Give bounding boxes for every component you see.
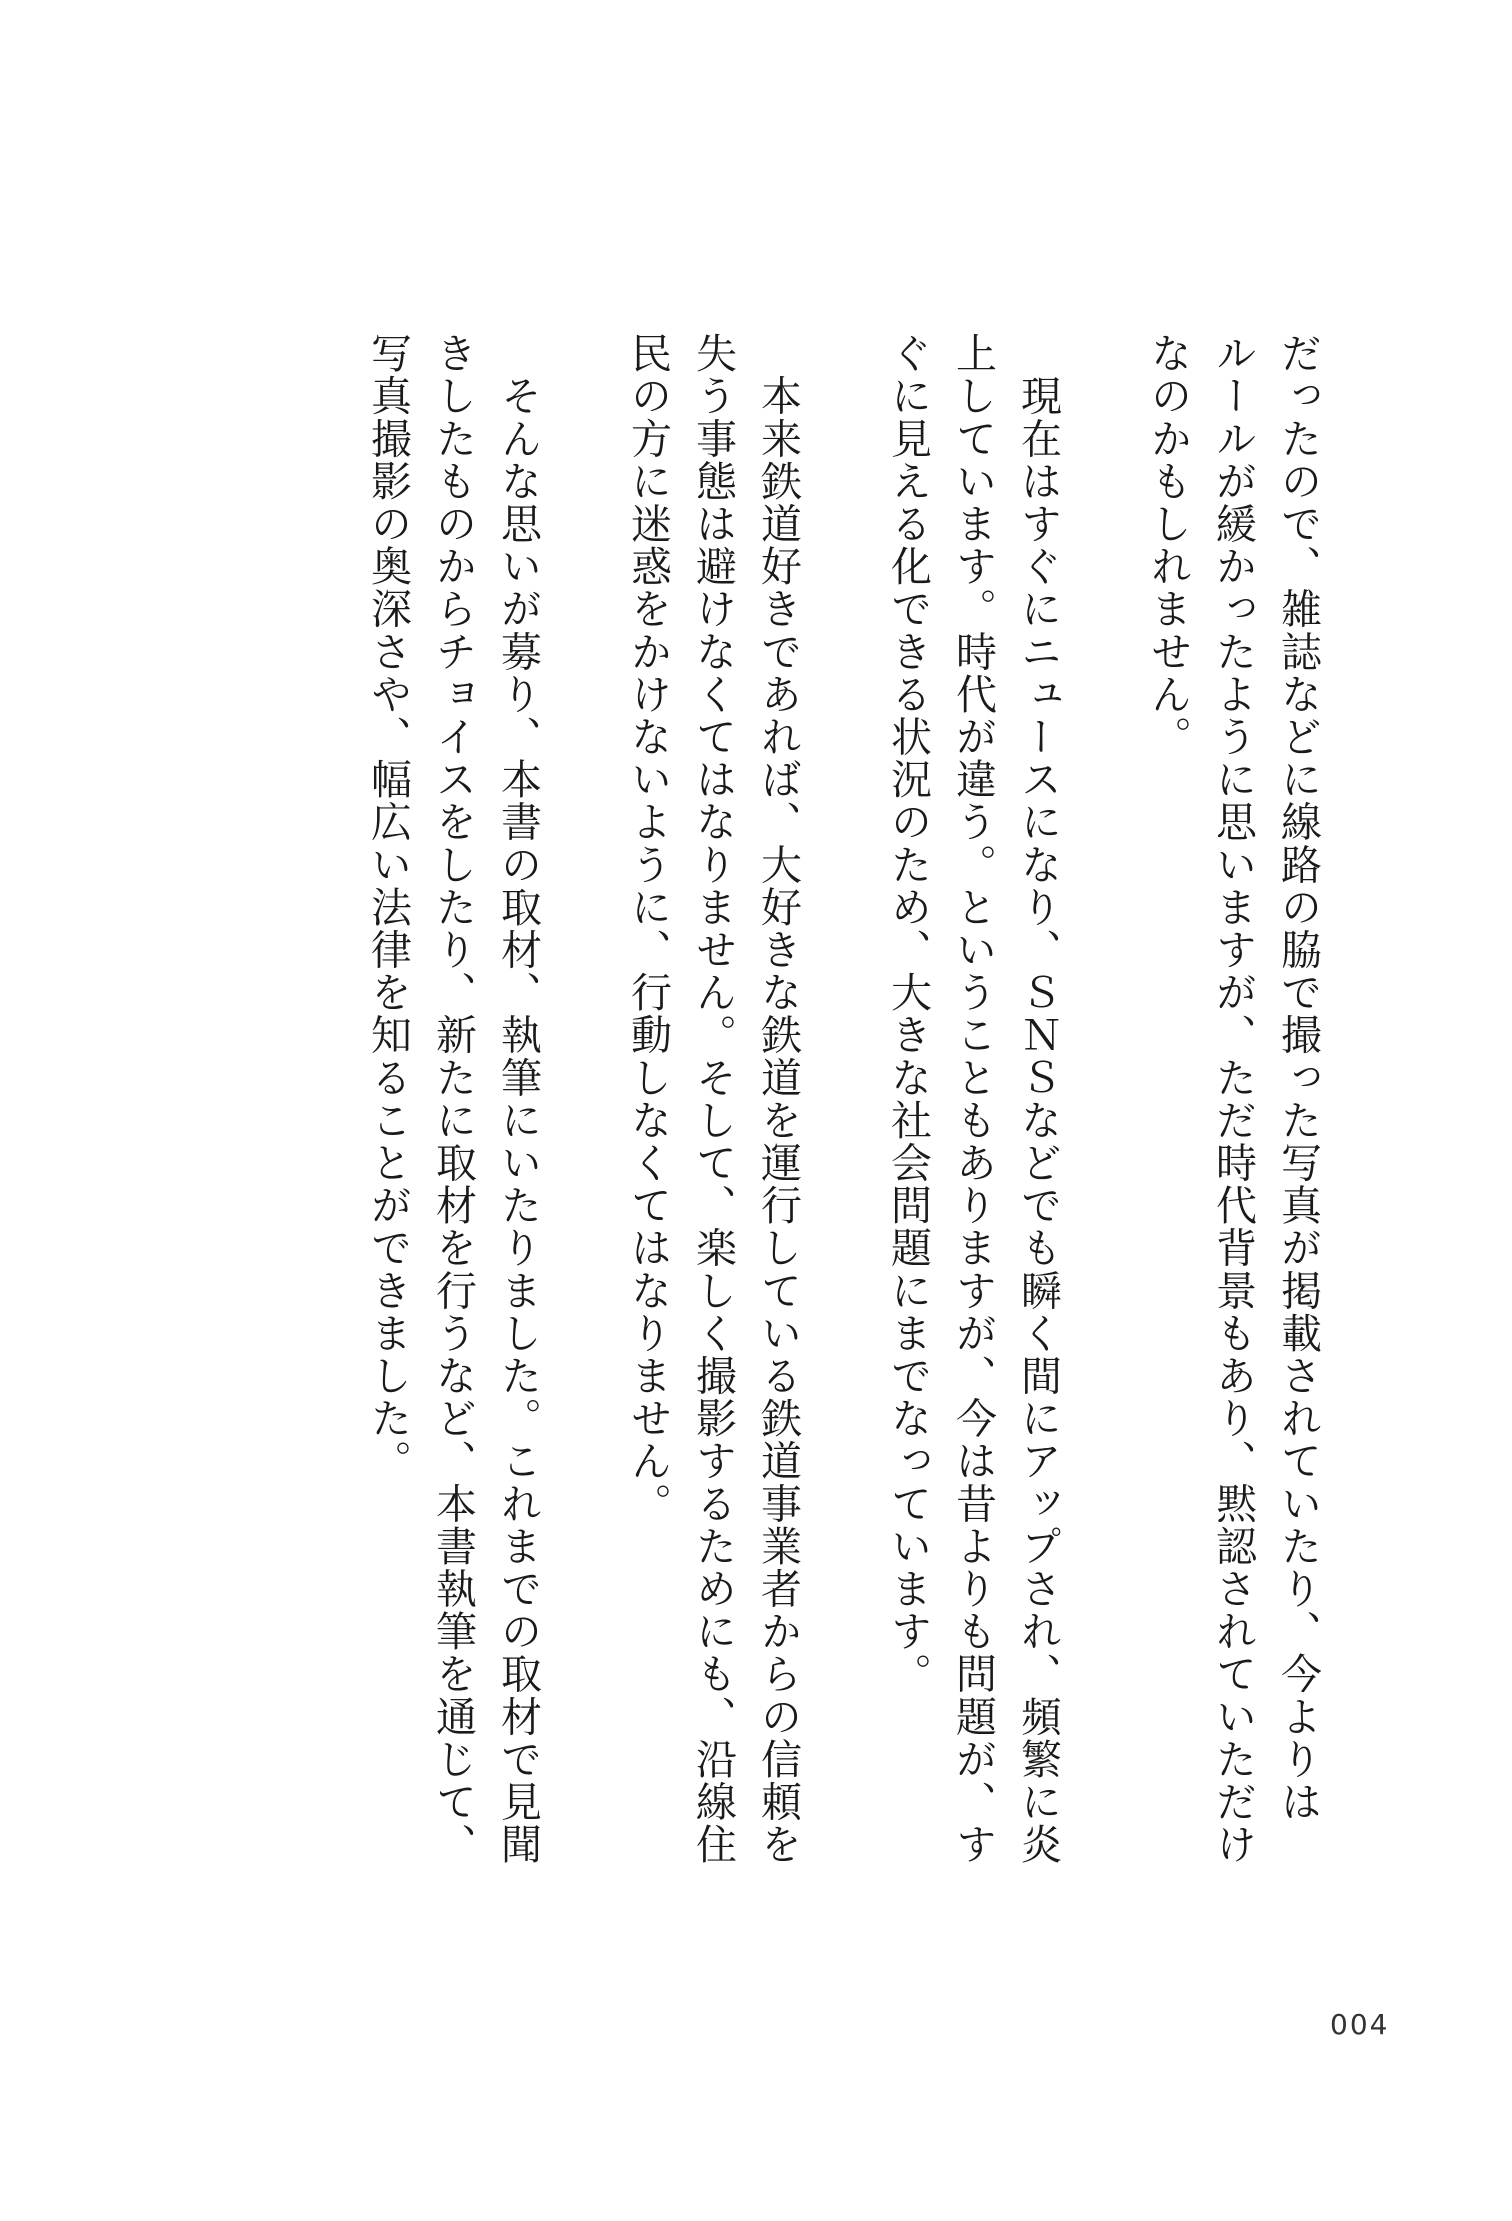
text-line: 民の方に迷惑をかけないように、行動しなくてはなりません。 [624, 332, 672, 1525]
text-line: 写真撮影の奥深さや、幅広い法律を知ることができました。 [364, 332, 412, 1483]
text-line: 上しています。時代が違う。ということもありますが、今は昔よりも問題が、す [949, 332, 997, 1866]
text-line: なのかもしれません。 [1144, 332, 1192, 758]
text-line: 失う事態は避けなくてはなりません。そして、楽しく撮影するためにも、沿線住 [689, 332, 737, 1866]
paragraph-break [550, 332, 615, 1772]
text-line: そんな思いが募り、本書の取材、執筆にいたりました。これまでの取材で見聞 [494, 332, 542, 1866]
text-line: ぐに見える化できる状況のため、大きな社会問題にまでなっています。 [884, 332, 932, 1696]
page-number: 004 [1330, 2008, 1390, 2041]
paragraph-break [1070, 332, 1135, 1772]
text-line: だったので、雑誌などに線路の脇で撮った写真が掲載されていたり、今よりは [1274, 332, 1322, 1823]
text-line: ルールが緩かったように思いますが、ただ時代背景もあり、黙認されていただけ [1209, 332, 1257, 1866]
paragraph-break [810, 332, 875, 1772]
text-line: きしたものからチョイスをしたり、新たに取材を行うなど、本書執筆を通じて、 [429, 332, 477, 1866]
text-line: 現在はすぐにニュースになり、ＳＮＳなどでも瞬く間にアップされ、頻繁に炎 [1014, 332, 1062, 1866]
body-text [290, 332, 1330, 1866]
text-line: 本来鉄道好きであれば、大好きな鉄道を運行している鉄道事業者からの信頼を [754, 332, 802, 1866]
